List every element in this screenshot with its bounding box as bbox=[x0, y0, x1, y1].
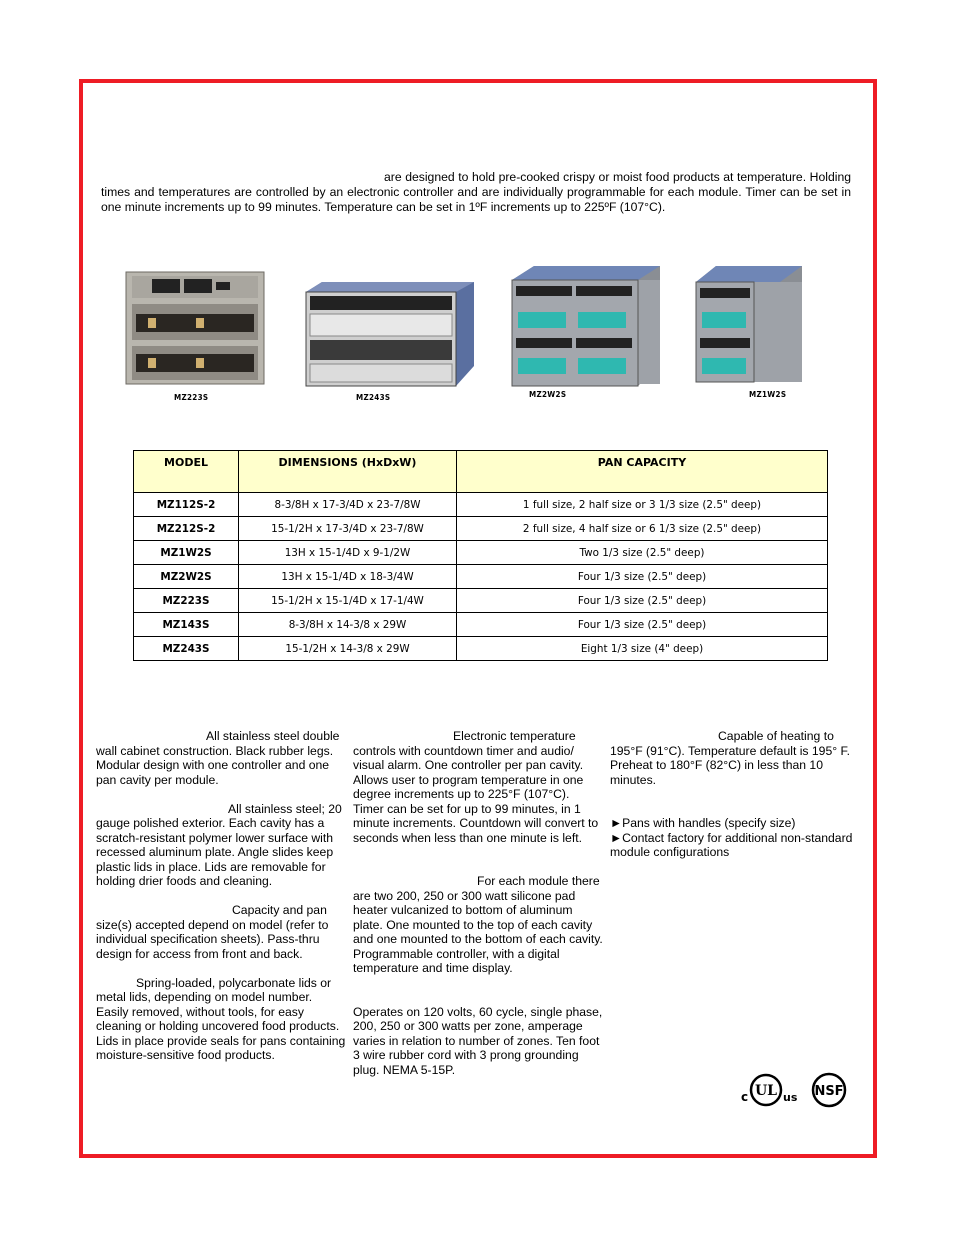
heaters-paragraph: For each module there are two 200, 250 or 300 watt silicone pad heater vulcanized to bottom of aluminum plate. One mounted to the top of each cavity and one mounted to the bottom of each cavity. Programmable controller, with a digital temperature and time display. bbox=[353, 874, 603, 975]
cert-nsf-text: NSF bbox=[814, 1084, 844, 1099]
dimensions-cell: 8-3/8H x 17-3/4D x 23-7/8W bbox=[239, 493, 457, 517]
construction-paragraph: All stainless steel double wall cabinet construction. Black rubber legs. Modular design with one controller and one pan cavity per module. bbox=[96, 729, 340, 787]
table-row bbox=[134, 493, 828, 517]
model-cell: MZ112S-2 bbox=[134, 493, 239, 517]
product-caption: MZ223S bbox=[174, 393, 209, 402]
capacity-cell: Four 1/3 size (2.5" deep) bbox=[457, 565, 828, 589]
model-cell: MZ143S bbox=[134, 613, 239, 637]
model-cell: MZ223S bbox=[134, 589, 239, 613]
cert-c-text: c bbox=[741, 1090, 749, 1104]
table-row bbox=[134, 613, 828, 637]
model-cell: MZ212S-2 bbox=[134, 517, 239, 541]
product-caption: MZ243S bbox=[356, 393, 391, 402]
table-row bbox=[134, 565, 828, 589]
features-column-2 bbox=[353, 729, 603, 1092]
header-pan-capacity: PAN CAPACITY bbox=[457, 451, 828, 493]
header-model: MODEL bbox=[134, 451, 239, 493]
model-cell: MZ2W2S bbox=[134, 565, 239, 589]
header-dimensions: DIMENSIONS (HxDxW) bbox=[239, 451, 457, 493]
features-column-1 bbox=[96, 729, 346, 1077]
controls-paragraph: Electronic temperature controls with countdown timer and audio/ visual alarm. One controller per pan cavity. Allows user to program temperature in one degree increments up to 225°F (107°C). Timer can be set for up to 99 minutes, in 1 minute increments. Countdown will convert to seconds when less than one minute is left. bbox=[353, 729, 599, 845]
product-image-mz223s bbox=[124, 270, 266, 386]
table-header-row bbox=[134, 451, 828, 493]
product-image-mz2w2s bbox=[506, 264, 662, 388]
option-pans-with-handles: ►Pans with handles (specify size) bbox=[610, 816, 796, 830]
table-row bbox=[134, 517, 828, 541]
model-cell: MZ243S bbox=[134, 637, 239, 661]
certification-logos bbox=[739, 1070, 851, 1110]
features-column-3 bbox=[610, 729, 860, 860]
capacity-cell: 1 full size, 2 half size or 3 1/3 size (2.5" deep) bbox=[457, 493, 828, 517]
capacity-paragraph: Capacity and pan size(s) accepted depend on model (refer to individual specification sheets). Pass-thru design for access from front and back. bbox=[96, 903, 329, 961]
model-cell: MZ1W2S bbox=[134, 541, 239, 565]
intro-paragraph: are designed to hold pre-cooked crispy or moist food products at temperature. Holding times and temperatures are controlled by an electronic controller and are individually programmable for each module. Timer can be set in one minute increments up to 99 minutes. Temperature can be set in 1ºF increments up to 225ºF (107°C). bbox=[101, 170, 851, 214]
capacity-cell: Eight 1/3 size (4" deep) bbox=[457, 637, 828, 661]
electrical-paragraph: Operates on 120 volts, 60 cycle, single phase, 200, 250 or 300 watts per zone, amperage varies in relation to number of zones. Ten foot 3 wire rubber cord with 3 prong grounding plug. NEMA 5-15P. bbox=[353, 1004, 603, 1077]
dimensions-cell: 15-1/2H x 17-3/4D x 23-7/8W bbox=[239, 517, 457, 541]
lids-paragraph: Spring-loaded, polycarbonate lids or metal lids, depending on model number. Easily removed, without tools, for easy cleaning or holding uncovered food products. Lids in place provide seals for pans containing moisture-sensitive food products. bbox=[96, 975, 346, 1062]
product-caption: MZ1W2S bbox=[749, 390, 787, 399]
exterior-paragraph: All stainless steel; 20 gauge polished exterior. Each cavity has a scratch-resistant polymer lower surface with recessed aluminum plate. Angle slides keep plastic lids in place. Lids are removable for holding drier foods and cleaning. bbox=[96, 801, 342, 888]
product-caption: MZ2W2S bbox=[529, 390, 567, 399]
dimensions-cell: 13H x 15-1/4D x 18-3/4W bbox=[239, 565, 457, 589]
table-row bbox=[134, 541, 828, 565]
table-row bbox=[134, 589, 828, 613]
capacity-cell: Two 1/3 size (2.5" deep) bbox=[457, 541, 828, 565]
product-image-mz243s bbox=[304, 280, 476, 392]
dimensions-cell: 15-1/2H x 15-1/4D x 17-1/4W bbox=[239, 589, 457, 613]
table-row bbox=[134, 637, 828, 661]
product-image-mz1w2s bbox=[692, 264, 804, 384]
option-contact-factory: ►Contact factory for additional non-standard module configurations bbox=[610, 830, 853, 859]
heating-paragraph: Capable of heating to 195°F (91°C). Temperature default is 195° F. Preheat to 180°F (82°C) in less than 10 minutes. bbox=[610, 729, 850, 787]
capacity-cell: 2 full size, 4 half size or 6 1/3 size (2.5" deep) bbox=[457, 517, 828, 541]
specifications-table bbox=[133, 450, 828, 661]
capacity-cell: Four 1/3 size (2.5" deep) bbox=[457, 613, 828, 637]
dimensions-cell: 13H x 15-1/4D x 9-1/2W bbox=[239, 541, 457, 565]
cert-ul-text: UL bbox=[754, 1083, 778, 1099]
dimensions-cell: 15-1/2H x 14-3/8 x 29W bbox=[239, 637, 457, 661]
capacity-cell: Four 1/3 size (2.5" deep) bbox=[457, 589, 828, 613]
dimensions-cell: 8-3/8H x 14-3/8 x 29W bbox=[239, 613, 457, 637]
cert-us-text: us bbox=[783, 1091, 798, 1104]
